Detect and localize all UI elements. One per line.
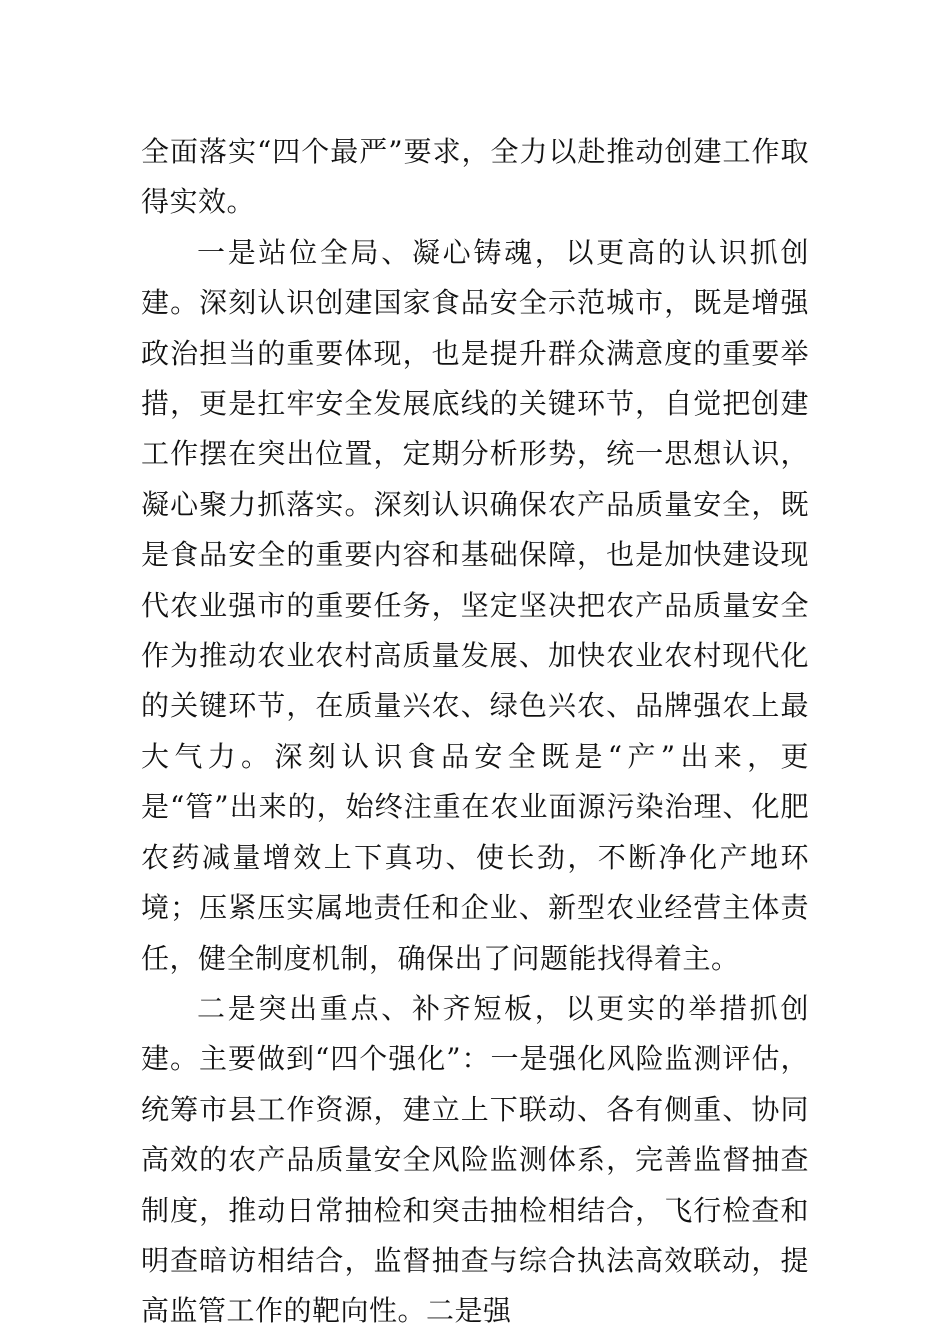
paragraph-continuation: 全面落实“四个最严”要求，全力以赴推动创建工作取得实效。 <box>141 135 809 219</box>
paragraph-second-point: 二是突出重点、补齐短板，以更实的举措抓创建。主要做到“四个强化”：一是强化风险监测评估，统筹市县工作资源，建立上下联动、各有侧重、协同高效的农产品质量安全风险监测体系，完善监督抽查制度，推动日常抽检和突击抽检相结合，飞行检查和明查暗访相结合，监督抽查与综合执法高效联动，提高监管工作的靶向性。二是强 <box>141 991 809 1328</box>
paragraph-first-point: 一是站位全局、凝心铸魂，以更高的认识抓创建。深刻认识创建国家食品安全示范城市，既是增强政治担当的重要体现，也是提升群众满意度的重要举措，更是扛牢安全发展底线的关键环节，自觉把创建工作摆在突出位置，定期分析形势，统一思想认识，凝心聚力抓落实。深刻认识确保农产品质量安全，既是食品安全的重要内容和基础保障，也是加快建设现代农业强市的重要任务，坚定坚决把农产品质量安全作为推动农业农村高质量发展、加快农业农村现代化的关键环节，在质量兴农、绿色兴农、品牌强农上最大气力。深刻认识食品安全既是“产”出来，更是“管”出来的，始终注重在农业面源污染治理、化肥农药减量增效上下真功、使长劲，不断净化产地环境；压紧压实属地责任和企业、新型农业经营主体责任，健全制度机制，确保出了问题能找得着主。 <box>141 235 809 975</box>
document-body <box>141 127 809 1337</box>
